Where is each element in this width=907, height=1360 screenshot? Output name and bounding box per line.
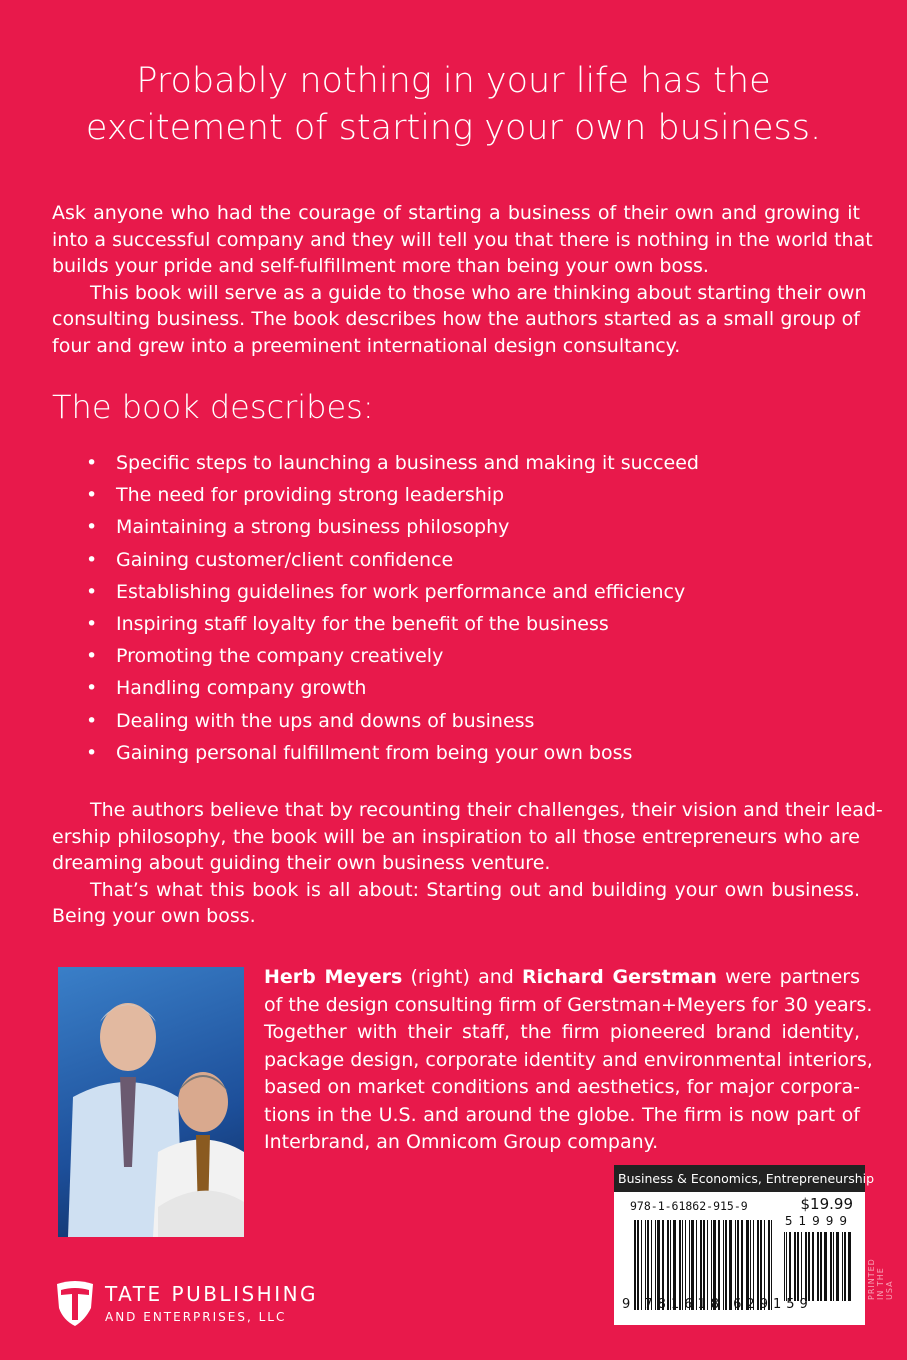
price-code: 51999 [784,1214,853,1228]
barcode-bar [794,1232,796,1301]
bullet-dot: • [86,677,98,700]
barcode-bar [801,1232,802,1301]
text-line: ership philosophy, the book will be an inspiration to all those entrepreneurs who are [52,825,860,848]
text: were partners [716,966,860,988]
bullet-item [86,677,699,709]
authors-illustration [58,967,244,1237]
barcode-bar [789,1232,792,1301]
intro-text [52,200,873,359]
bullet-item [86,710,699,742]
bullet-dot: • [86,548,98,571]
barcode-bar [784,1232,785,1301]
barcode-bar [817,1232,819,1301]
bullet-dot: • [86,709,98,732]
bullet-dot: • [86,741,98,764]
category-label: Business & Economics, Entrepreneurship [614,1165,865,1192]
bullet-item [86,581,699,613]
printed-in-usa: PRINTED IN THE USA [867,1258,894,1300]
text-line: That’s what this book is all about: Starting out and building your own business. [90,878,860,901]
bullet-list [86,452,699,774]
barcode-bar [812,1232,814,1301]
bullet-text: Promoting the company creatively [116,645,444,668]
text-line: of the design consulting firm of Gerstman+Meyers for 30 years. [264,993,873,1016]
text-line: based on market conditions and aesthetics, for major corpora- [264,1076,860,1098]
text-line: Ask anyone who had the courage of starting a business of their own and growing it [52,202,860,224]
bullet-dot: • [86,645,98,668]
ean-digits: 9 781618 629159 [622,1297,813,1312]
bullet-item [86,645,699,677]
author-bio [264,964,873,1157]
bullet-dot: • [86,452,98,474]
bullet-text: Inspiring staff loyalty for the benefit of the business [116,612,609,635]
barcode-bar [824,1232,827,1301]
barcode-label [614,1165,875,1325]
barcode-bar [848,1232,851,1301]
bullet-dot: • [86,612,98,635]
price: $19.99 [800,1195,853,1213]
isbn-text: 978-1-61862-915-9 [630,1199,748,1213]
bullet-text: Establishing guidelines for work performance and efficiency [116,580,686,603]
author-name: Richard Gerstman [522,966,717,988]
bullet-item [86,742,699,774]
closing-text [52,797,883,930]
publisher-subtitle: AND ENTERPRISES, LLC [105,1310,287,1324]
text-line: consulting business. The book describes how the authors started as a small group of [52,308,860,330]
bullet-dot: • [86,484,98,507]
bullet-item [86,484,699,516]
headline-line: Probably nothing in your life has the [136,61,771,101]
text-line: Together with their staff, the firm pioneered brand identity, [264,1021,860,1043]
text-line: package design, corporate identity and environmental interiors, [264,1048,873,1071]
bullet-text: Specific steps to launching a business and making it succeed [116,452,699,474]
headline-line: excitement of starting your own business. [85,108,822,148]
barcode-bar [833,1232,835,1301]
bullet-text: The need for providing strong leadership [116,484,505,507]
text-line: Interbrand, an Omnicom Group company. [264,1131,659,1153]
text-line: tions in the U.S. and around the globe. The firm is now part of [264,1103,860,1126]
barcode-bar [805,1232,808,1301]
bullet-item [86,452,699,484]
text-line: Being your own boss. [52,905,256,927]
barcode-bar [797,1232,799,1301]
author-name: Herb Meyers [264,966,403,988]
barcode-bar [836,1232,839,1301]
bullet-text: Gaining customer/client confidence [116,548,454,571]
barcode-bar [842,1232,843,1301]
text-line: four and grew into a preeminent international design consultancy. [52,334,681,357]
bullet-dot: • [86,516,98,539]
section-heading: The book describes: [52,388,374,426]
price-barcode [784,1232,854,1301]
text: (right) and [402,966,523,988]
headline [0,58,907,152]
text-line [264,964,860,992]
text-line: dreaming about guiding their own business venture. [52,852,551,874]
bullet-dot: • [86,580,98,603]
author-photo [58,967,244,1237]
barcode-bar [844,1232,847,1301]
bullet-item [86,613,699,645]
bullet-item [86,516,699,548]
bullet-text: Maintaining a strong business philosophy [116,516,510,539]
publisher-name: TATE PUBLISHING [105,1282,319,1306]
text-line: into a successful company and they will tell you that there is nothing in the world that [52,228,873,251]
barcode-bar [786,1232,787,1301]
bullet-text: Dealing with the ups and downs of business [116,709,535,732]
barcode-bar [830,1232,832,1301]
barcode-bar [808,1232,810,1301]
text-line: This book will serve as a guide to those who are thinking about starting their own [90,281,867,304]
bullet-item [86,549,699,581]
text-line: builds your pride and self-fulfillment more than being your own boss. [52,255,709,277]
bullet-text: Gaining personal fulfillment from being your own boss [116,741,633,764]
tate-logo-icon [55,1280,95,1326]
text-line: The authors believe that by recounting their challenges, their vision and their lead- [90,799,883,821]
bullet-text: Handling company growth [116,677,367,700]
barcode-bar [820,1232,823,1301]
